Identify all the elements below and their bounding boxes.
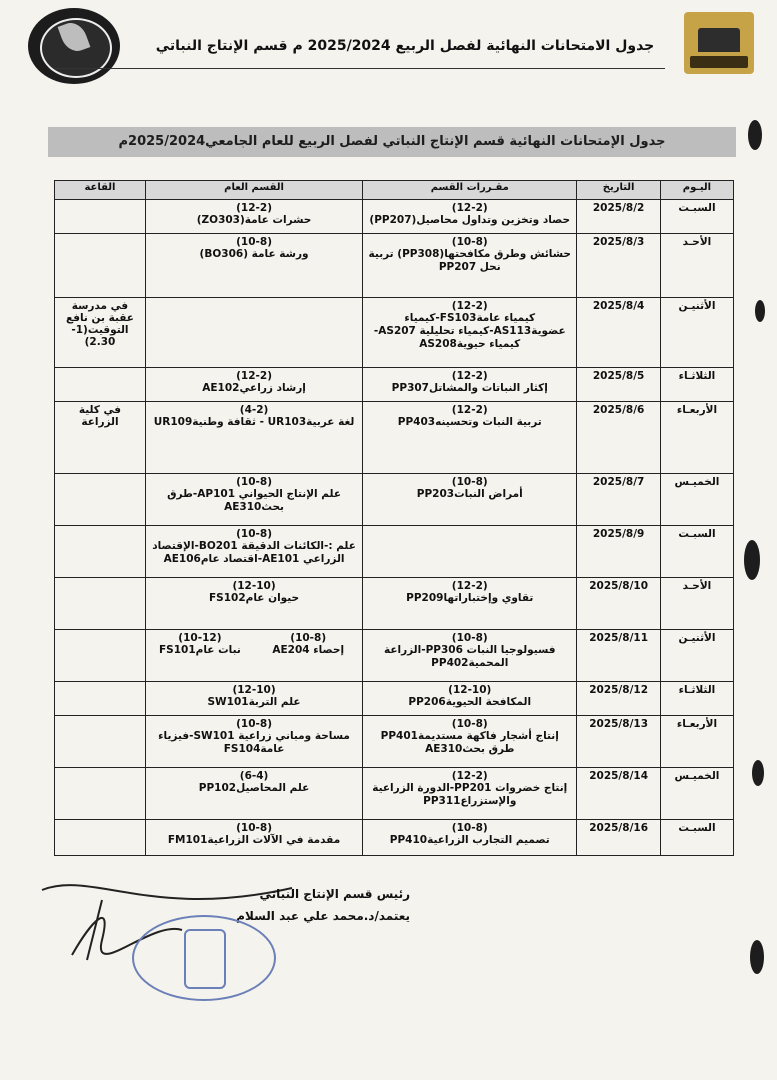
row-day: السبـت — [660, 200, 733, 234]
general-course-name: حيوان عامFS102 — [208, 592, 300, 604]
row-day: الأحـد — [660, 578, 733, 630]
table-row — [55, 578, 734, 630]
general-course-name: لغة عربيةUR103 - ثقافة وطنيةUR109 — [153, 416, 355, 428]
dept-course-name: إنتاج أشجار فاكهة مستديمةPP401 طرق بحثAE310 — [380, 730, 559, 756]
general-exam-time: (10-8) — [236, 476, 272, 488]
dept-course-name: تربية النبات وتحسينهPP403 — [397, 416, 542, 428]
ink-stain — [748, 120, 762, 150]
row-day: الخميـس — [660, 768, 733, 820]
dept-exam-time: (12-2) — [451, 300, 488, 312]
row-dept-course — [363, 682, 577, 716]
row-general-course — [145, 682, 362, 716]
dept-course-name: كيمياء عامةFS103-كيمياء عضويةAS113-كيمياء تحليلية AS207- كيمياء حيويةAS208 — [373, 312, 566, 351]
row-dept-course — [363, 578, 577, 630]
exam-schedule-table — [54, 180, 734, 856]
row-day: الأثنيـن — [660, 630, 733, 682]
table-row — [55, 200, 734, 234]
row-date: 2025/8/10 — [577, 578, 661, 630]
dept-exam-time: (12-10) — [448, 684, 492, 696]
dept-exam-time: (12-2) — [451, 202, 488, 214]
ink-stain — [750, 940, 764, 974]
general-exam-time: (10-8) — [236, 528, 272, 540]
general-course-name: علم المحاصيلPP102 — [198, 782, 310, 794]
row-hall — [55, 526, 146, 578]
general-course-a — [258, 632, 358, 657]
logo-base — [690, 56, 748, 68]
dept-exam-time: (12-2) — [451, 770, 488, 782]
row-date: 2025/8/13 — [577, 716, 661, 768]
general-course-name: علم الإنتاج الحيواني AP101-طرق بحثAE310 — [167, 488, 341, 514]
dept-course-name: إكثار النباتات والمشاتلPP307 — [391, 382, 548, 394]
row-dept-course — [363, 298, 577, 368]
row-date: 2025/8/3 — [577, 234, 661, 298]
row-day: الثلاثـاء — [660, 682, 733, 716]
dept-course-name: حصاد وتخزين وتداول محاصيل(PP207) — [369, 214, 571, 226]
row-hall — [55, 682, 146, 716]
dept-exam-time: (12-2) — [451, 404, 488, 416]
header-date: التاريخ — [577, 181, 661, 200]
dept-exam-time: (10-8) — [451, 718, 488, 730]
row-day: السبـت — [660, 820, 733, 856]
general-exam-time: (6-4) — [239, 770, 269, 782]
dept-course-name: فسيولوجيا النبات PP306-الزراعة المحميةPP402 — [383, 644, 556, 670]
general-course-name: مساحة ومباني زراعية SW101-فيزياء عامةFS104 — [158, 730, 350, 756]
table-row — [55, 298, 734, 368]
dept-course-name: حشائش وطرق مكافحتها(PP308) تربية نحل PP207 — [368, 248, 571, 274]
row-dept-course — [363, 474, 577, 526]
general-course-split — [150, 632, 358, 657]
dept-course-name: تصميم التجارب الزراعيةPP410 — [389, 834, 550, 846]
table-row — [55, 820, 734, 856]
dept-exam-time: (12-2) — [451, 370, 488, 382]
general-exam-time: (12-2) — [236, 202, 272, 214]
row-general-course — [145, 526, 362, 578]
faculty-logo — [28, 8, 120, 84]
general-exam-time: (12-2) — [236, 370, 272, 382]
general-exam-time: (12-10) — [232, 684, 276, 696]
row-date: 2025/8/6 — [577, 402, 661, 474]
signature-approval: يعتمد/د.محمد علي عبد السلام — [236, 909, 410, 923]
row-dept-course — [363, 820, 577, 856]
table-row — [55, 630, 734, 682]
row-general-course — [145, 234, 362, 298]
row-general-course — [145, 578, 362, 630]
row-hall — [55, 768, 146, 820]
dept-course-name: إنتاج خضروات PP201-الدورة الزراعية والإستزراعPP311 — [372, 782, 568, 808]
row-hall — [55, 716, 146, 768]
general-course-name-2: نبات عامFS101 — [158, 644, 241, 656]
row-hall — [55, 630, 146, 682]
row-date: 2025/8/14 — [577, 768, 661, 820]
table-row — [55, 402, 734, 474]
row-hall — [55, 200, 146, 234]
row-day: الخميـس — [660, 474, 733, 526]
row-general-course — [145, 820, 362, 856]
general-exam-time: (12-10) — [232, 580, 276, 592]
table-row — [55, 716, 734, 768]
table-row — [55, 474, 734, 526]
row-hall — [55, 234, 146, 298]
general-course-b — [150, 632, 250, 657]
table-row — [55, 526, 734, 578]
general-course-name: إرشاد زراعيAE102 — [202, 382, 306, 394]
ink-stain — [755, 300, 765, 322]
general-exam-time: (10-8) — [236, 822, 272, 834]
row-dept-course — [363, 200, 577, 234]
table-row — [55, 682, 734, 716]
row-general-course — [145, 298, 362, 368]
dept-exam-time: (10-8) — [451, 822, 488, 834]
row-day: السبـت — [660, 526, 733, 578]
general-course-name: حشرات عامة(ZO303) — [196, 214, 312, 226]
general-course-name: علم :-الكائنات الدقيقة BO201-الإقتصاد الزراعي AE101-اقتصاد عامAE106 — [152, 540, 356, 566]
dept-exam-time: (10-8) — [451, 476, 488, 488]
header-day: اليـوم — [660, 181, 733, 200]
header-dept-courses: مقـررات القسم — [363, 181, 577, 200]
row-date: 2025/8/7 — [577, 474, 661, 526]
general-course-name: مقدمة في الآلات الزراعيةFM101 — [167, 834, 341, 846]
header-divider — [55, 68, 665, 69]
official-stamp — [132, 915, 276, 1001]
dept-course-name: المكافحة الحيويةPP206 — [408, 696, 532, 708]
general-exam-time: (10-8) — [236, 236, 272, 248]
hall-note-faculty: في كلية الزراعة — [55, 402, 146, 474]
general-exam-time-2: (10-12) — [178, 632, 222, 644]
dept-exam-time: (10-8) — [451, 632, 488, 644]
university-logo — [684, 12, 754, 74]
dept-course-name: تقاوي وإختباراتهاPP209 — [406, 592, 534, 604]
signature-title: رئيس قسم الإنتاج النباتي — [259, 887, 410, 901]
general-exam-time: (10-8) — [236, 718, 272, 730]
dept-course-name: أمراض النباتPP203 — [416, 488, 523, 500]
stamp-emblem — [184, 929, 226, 989]
row-dept-course — [363, 526, 577, 578]
table-row — [55, 234, 734, 298]
book-icon — [698, 28, 740, 52]
general-exam-time: (4-2) — [239, 404, 269, 416]
general-exam-time: (10-8) — [290, 632, 327, 644]
row-general-course — [145, 402, 362, 474]
general-course-name: علم التربةSW101 — [207, 696, 301, 708]
row-dept-course — [363, 368, 577, 402]
hall-note-school: في مدرسة عقبة بن نافع التوقيت(1-2.30) — [55, 298, 146, 368]
row-date: 2025/8/4 — [577, 298, 661, 368]
header-general-dept: القسم العام — [145, 181, 362, 200]
row-date: 2025/8/9 — [577, 526, 661, 578]
row-general-course — [145, 200, 362, 234]
row-hall — [55, 820, 146, 856]
row-date: 2025/8/12 — [577, 682, 661, 716]
row-dept-course — [363, 402, 577, 474]
row-date: 2025/8/16 — [577, 820, 661, 856]
schedule-subtitle: جدول الإمتحانات النهائية قسم الإنتاج النباتي لفصل الربيع للعام الجامعي2025/2024م — [48, 127, 736, 157]
row-general-course — [145, 768, 362, 820]
row-dept-course — [363, 234, 577, 298]
general-course-name: إحصاء AE204 — [272, 644, 345, 656]
page-header-title: جدول الامتحانات النهائية لفصل الربيع 2025/2024 م قسم الإنتاج النباتي — [155, 38, 655, 54]
row-day: الثلاثـاء — [660, 368, 733, 402]
row-dept-course — [363, 630, 577, 682]
row-hall — [55, 578, 146, 630]
general-course-name: ورشة عامة (BO306) — [199, 248, 309, 260]
row-dept-course — [363, 768, 577, 820]
table-row — [55, 368, 734, 402]
header-hall: القاعة — [55, 181, 146, 200]
table-row — [55, 768, 734, 820]
row-day: الأحـد — [660, 234, 733, 298]
table-header-row — [55, 181, 734, 200]
ink-stain — [744, 540, 760, 580]
row-dept-course — [363, 716, 577, 768]
row-general-course — [145, 716, 362, 768]
row-general-course — [145, 474, 362, 526]
row-day: الأربعـاء — [660, 402, 733, 474]
row-hall — [55, 474, 146, 526]
row-date: 2025/8/11 — [577, 630, 661, 682]
row-date: 2025/8/5 — [577, 368, 661, 402]
dept-exam-time: (12-2) — [451, 580, 488, 592]
dept-exam-time: (10-8) — [451, 236, 488, 248]
row-date: 2025/8/2 — [577, 200, 661, 234]
ink-stain — [752, 760, 764, 786]
row-day: الأربعـاء — [660, 716, 733, 768]
row-general-course — [145, 630, 362, 682]
row-day: الأثنيـن — [660, 298, 733, 368]
row-hall — [55, 368, 146, 402]
row-general-course — [145, 368, 362, 402]
